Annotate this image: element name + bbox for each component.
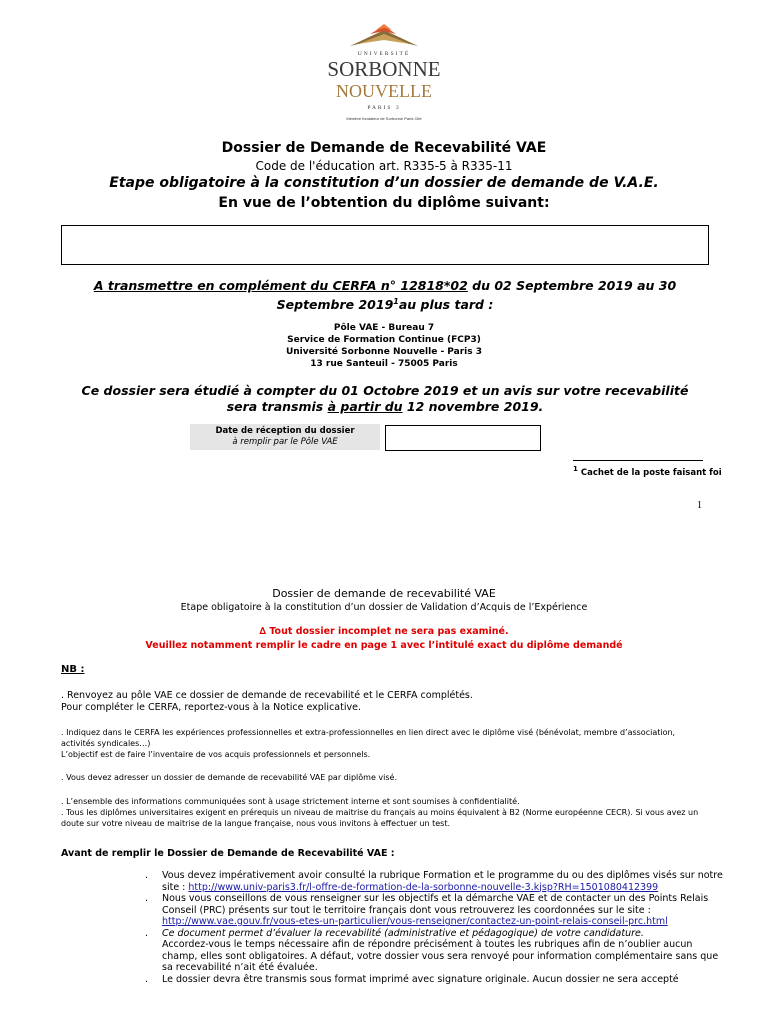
address-block bbox=[0, 322, 768, 370]
bullet-mark: . bbox=[145, 973, 149, 985]
study-text-2: 12 novembre 2019. bbox=[402, 399, 544, 414]
instructions-list bbox=[145, 870, 725, 985]
list-item-text: Le dossier devra être transmis sous format imprimé avec signature originale. Aucun dossier ne sera accepté bbox=[162, 973, 679, 985]
footnote-text: Cachet de la poste faisant foi bbox=[577, 467, 722, 478]
address-line: 13 rue Santeuil - 75005 Paris bbox=[310, 359, 458, 369]
page-title: Dossier de Demande de Recevabilité VAE bbox=[221, 140, 547, 156]
legal-code: Code de l'éducation art. R335-5 à R335-11 bbox=[255, 159, 513, 173]
reception-label-title: Date de réception du dossier bbox=[215, 426, 355, 436]
address-line: Service de Formation Continue (FCP3) bbox=[287, 335, 481, 345]
logo-line-1: UNIVERSITÉ bbox=[357, 51, 411, 57]
paragraph: . Renvoyez au pôle VAE ce dossier de demande de recevabilité et le CERFA complétés. bbox=[61, 690, 473, 701]
page-number: 1 bbox=[697, 500, 702, 511]
footnote-divider bbox=[573, 460, 703, 461]
study-text-1: Ce dossier sera étudié à compter du 01 Octobre 2019 et un avis sur votre recevabilité sera transmis bbox=[81, 383, 689, 414]
list-item bbox=[145, 870, 725, 893]
logo-line-3: NOUVELLE bbox=[336, 81, 432, 101]
list-item-text: Nous vous conseillons de vous renseigner sur les objectifs et la démarche VAE et de contacter un des Points Relais Conseil (PRC) présents sur tout le territoire français dont vous retrouverez les coordonnées sur le site : bbox=[162, 893, 709, 916]
footnote bbox=[573, 464, 722, 478]
list-item bbox=[145, 893, 725, 928]
reception-date-field[interactable] bbox=[385, 425, 541, 451]
reception-label bbox=[190, 424, 380, 450]
paragraph: . L’ensemble des informations communiquées sont à usage strictement interne et sont soumises à confidentialité. bbox=[61, 797, 520, 806]
logo-emblem-icon bbox=[300, 24, 468, 128]
list-item bbox=[145, 974, 725, 986]
bullet-mark: . bbox=[145, 870, 149, 881]
paragraph: L’objectif est de faire l’inventaire de vos acquis professionnels et personnels. bbox=[61, 750, 371, 759]
transmit-notice bbox=[70, 278, 700, 313]
list-item-italic: Ce document permet d’évaluer la recevabilité (administrative et pédagogique) de votre candidature. bbox=[162, 927, 644, 939]
address-line: Université Sorbonne Nouvelle - Paris 3 bbox=[285, 347, 483, 357]
before-heading: Avant de remplir le Dossier de Demande de Recevabilité VAE : bbox=[61, 848, 395, 859]
logo-line-2: SORBONNE bbox=[327, 57, 441, 81]
list-item-text: Accordez-vous le temps nécessaire afin de répondre précisément à toutes les rubriques afin de n’oublier aucun champ, elles sont obligatoires. A défaut, votre dossier vous sera renvoyé pour information complémentaire sans que sa recevabilité n’ait été évaluée. bbox=[162, 939, 719, 973]
address-line: Pôle VAE - Bureau 7 bbox=[333, 323, 435, 333]
transmit-dates: du 02 Septembre 2019 au 30 Septembre 2019 bbox=[276, 278, 677, 313]
footnote-number: 1 bbox=[573, 464, 578, 473]
list-item-text: Vous devez impérativement avoir consulté la rubrique Formation et le programme du ou des diplômes visés sur notre site : bbox=[162, 870, 723, 893]
university-logo bbox=[300, 24, 468, 128]
page2-title: Dossier de demande de recevabilité VAE bbox=[272, 587, 496, 600]
list-item bbox=[145, 928, 725, 974]
purpose-heading: En vue de l’obtention du diplôme suivant: bbox=[218, 195, 550, 211]
logo-line-4: PARIS 3 bbox=[367, 105, 401, 111]
warning-diploma-title: Veuillez notamment remplir le cadre en page 1 avec l’intitulé exact du diplôme demandé bbox=[145, 640, 623, 651]
bullet-mark: . bbox=[145, 927, 149, 939]
reception-label-sub: à remplir par le Pôle VAE bbox=[232, 437, 338, 447]
study-underlined: à partir du bbox=[327, 399, 403, 414]
warning-incomplete: ∆ Tout dossier incomplet ne sera pas examiné. bbox=[259, 626, 509, 637]
diploma-field[interactable] bbox=[61, 225, 709, 265]
nb-heading: NB : bbox=[61, 664, 85, 675]
prc-link[interactable]: http://www.vae.gouv.fr/vous-etes-un-particulier/vous-renseigner/contactez-un-point-relais-conseil-prc.html bbox=[162, 916, 668, 927]
paragraph: . Tous les diplômes universitaires exigent en prérequis un niveau de maitrise du français au moins équivalent à B2 (Norme européenne CECR). Si vous avez un doute sur votre niveau de maitrise de la langue française, nous vous invitons à effectuer un test. bbox=[61, 808, 699, 828]
step-heading: Etape obligatoire à la constitution d’un dossier de demande de V.A.E. bbox=[109, 175, 659, 191]
bullet-mark: . bbox=[145, 893, 149, 904]
transmit-tail: au plus tard : bbox=[398, 297, 494, 313]
logo-line-5: Membre fondateur de Sorbonne Paris Cité bbox=[346, 116, 422, 121]
paragraph: Pour compléter le CERFA, reportez-vous à la Notice explicative. bbox=[61, 702, 361, 713]
page2-subtitle: Etape obligatoire à la constitution d’un dossier de Validation d’Acquis de l’Expérience bbox=[180, 602, 588, 613]
study-notice bbox=[70, 383, 700, 415]
transmit-underlined: A transmettre en complément du CERFA n° 12818*02 bbox=[93, 278, 468, 293]
formation-link[interactable]: http://www.univ-paris3.fr/l-offre-de-formation-de-la-sorbonne-nouvelle-3.kjsp?RH=1501080412399 bbox=[188, 881, 659, 893]
footnote-ref: 1 bbox=[393, 297, 399, 306]
paragraph: . Vous devez adresser un dossier de demande de recevabilité VAE par diplôme visé. bbox=[61, 773, 398, 782]
paragraph: . Indiquez dans le CERFA les expériences professionnelles et extra-professionnelles en lien direct avec le diplôme visé (bénévolat, membre d’association, activités syndicales…) bbox=[61, 728, 676, 748]
